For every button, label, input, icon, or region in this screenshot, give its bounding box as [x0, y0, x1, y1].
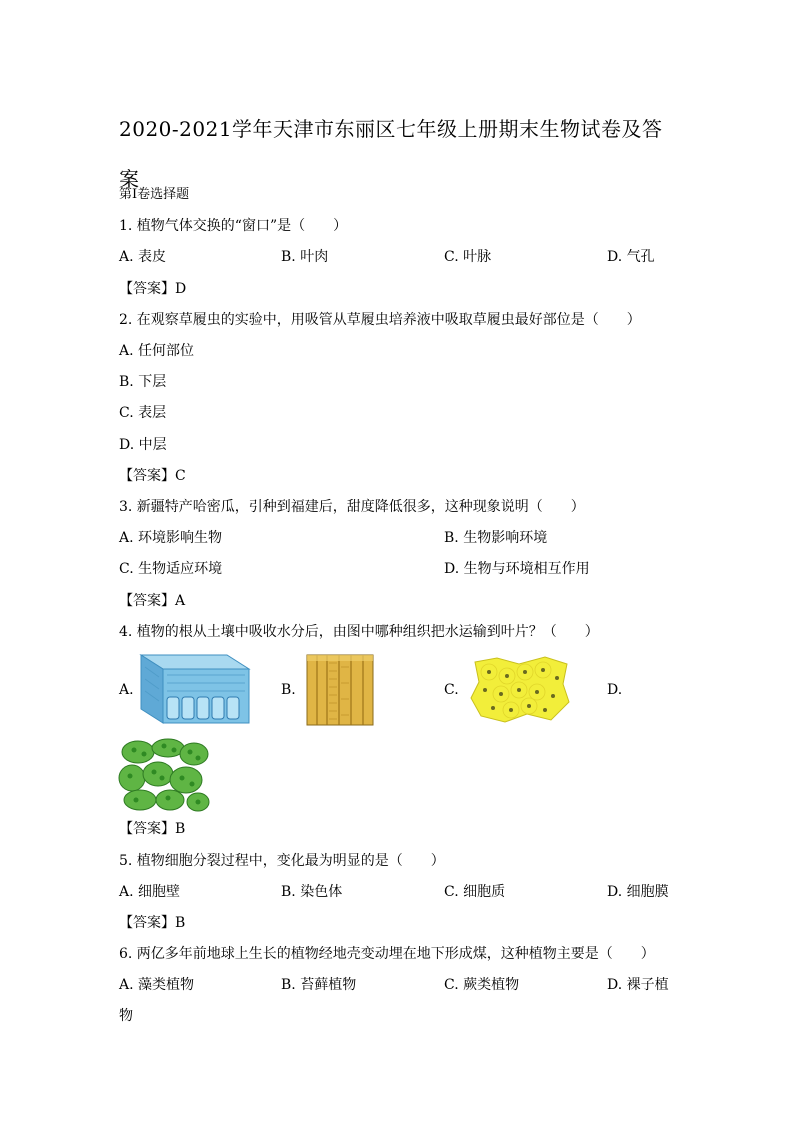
title-line-1: 2020-2021学年天津市东丽区七年级上册期末生物试卷及答: [119, 117, 663, 141]
question-5-answer: 【答案】B: [119, 915, 186, 931]
question-2-stem: 2. 在观察草履虫的实验中，用吸管从草履虫培养液中吸取草履虫最好部位是（ ）: [119, 312, 641, 328]
question-3-option-d: D. 生物与环境相互作用: [444, 561, 590, 577]
question-3-option-c: C. 生物适应环境: [119, 561, 223, 577]
section-heading: 第Ⅰ卷选择题: [119, 187, 190, 202]
question-3-stem: 3. 新疆特产哈密瓜，引种到福建后，甜度降低很多，这种现象说明（ ）: [119, 499, 585, 515]
question-4-answer: 【答案】B: [119, 821, 186, 837]
question-3-answer: 【答案】A: [119, 593, 186, 609]
question-6-option-b: B. 苔藓植物: [281, 977, 357, 993]
question-4-option-a: A.: [119, 682, 134, 698]
question-1-option-b: B. 叶肉: [281, 249, 329, 265]
question-5-stem: 5. 植物细胞分裂过程中，变化最为明显的是（ ）: [119, 853, 445, 869]
parenchyma-tissue-image: [467, 654, 573, 724]
question-1-answer: 【答案】D: [119, 281, 187, 297]
question-6-stem: 6. 两亿多年前地球上生长的植物经地壳变动埋在地下形成煤，这种植物主要是（ ）: [119, 946, 655, 962]
question-2-option-b: B. 下层: [119, 374, 167, 390]
question-6-option-d-continued: 物: [119, 1008, 133, 1024]
question-4-option-d: D.: [607, 682, 623, 698]
question-3-option-b: B. 生物影响环境: [444, 530, 548, 546]
question-4-stem: 4. 植物的根从土壤中吸收水分后，由图中哪种组织把水运输到叶片？（ ）: [119, 624, 599, 640]
question-5-option-d: D. 细胞膜: [607, 884, 669, 900]
title-line-2: 案: [119, 167, 140, 191]
epidermal-tissue-image: [137, 653, 251, 725]
question-2-option-a: A. 任何部位: [119, 343, 195, 359]
question-5-option-a: A. 细胞壁: [119, 884, 181, 900]
question-6-option-d: D. 裸子植: [607, 977, 669, 993]
question-6-option-c: C. 蕨类植物: [444, 977, 520, 993]
question-1-stem: 1. 植物气体交换的“窗口”是（ ）: [119, 218, 348, 234]
question-5-option-b: B. 染色体: [281, 884, 343, 900]
question-2-option-c: C. 表层: [119, 405, 167, 421]
question-5-option-c: C. 细胞质: [444, 884, 506, 900]
question-3-option-a: A. 环境影响生物: [119, 530, 223, 546]
question-1-option-a: A. 表皮: [119, 249, 167, 265]
document-title: [119, 104, 699, 204]
question-2-answer: 【答案】C: [119, 468, 186, 484]
question-1-option-c: C. 叶脉: [444, 249, 492, 265]
question-4-option-c: C.: [444, 682, 459, 698]
conducting-tissue-image: [305, 653, 375, 727]
question-6-option-a: A. 藻类植物: [119, 977, 195, 993]
question-1-option-d: D. 气孔: [607, 249, 655, 265]
mesophyll-tissue-image: [118, 738, 210, 812]
question-4-option-b: B.: [281, 682, 296, 698]
question-2-option-d: D. 中层: [119, 437, 167, 453]
